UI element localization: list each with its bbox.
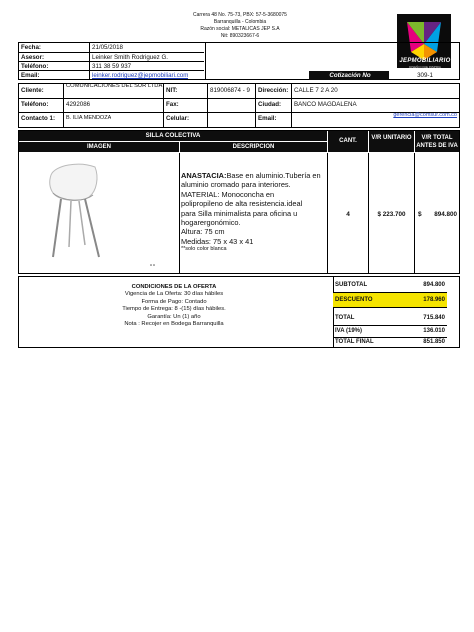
conditions-line5: Nota : Recojer en Bodega Barranquilla (124, 321, 224, 328)
item-line5: para Silla minimalista para oficina u (181, 208, 298, 218)
total-final-label: TOTAL FINAL (335, 339, 374, 345)
company-address: Carrera 48 No. 75-73, PBX: 57-5-3680075 (193, 12, 287, 18)
direccion-value: CALLE 7 2 A 20 (294, 87, 338, 94)
item-name: ANASTACIA: (181, 171, 227, 180)
col-vr-total: V/R TOTAL ANTES DE IVA (415, 131, 459, 152)
section-title: SILLA COLECTIVA (19, 131, 327, 141)
seller-block (18, 42, 460, 80)
item-total: 894.800 (434, 211, 457, 218)
total-final-value: 851.850 (423, 339, 445, 345)
total-final-row (333, 338, 447, 348)
client-block (18, 83, 460, 128)
client-telefono-value: 4292086 (66, 101, 91, 108)
ciudad-value: BANCO MAGDALENA (294, 101, 357, 108)
client-telefono-label: Teléfono: (21, 101, 49, 108)
descuento-value: 178.960 (423, 297, 445, 303)
col-vr-unitario: V/R UNITARIO (369, 131, 414, 152)
iva-row (333, 326, 447, 338)
product-table (18, 130, 460, 274)
company-nit: Nit: 890323667-6 (220, 33, 260, 39)
item-line8: Medidas: 75 x 43 x 41 (181, 236, 254, 246)
conditions (59, 284, 289, 328)
totals-panel (333, 278, 447, 348)
col-imagen: IMAGEN (19, 142, 179, 152)
logo-tagline: DISEÑO QUE INSPIRA (409, 65, 441, 69)
item-line6: hogarergonómico. (181, 218, 241, 228)
cotizacion-number: 309-1 (417, 72, 433, 79)
total-row (333, 311, 447, 326)
subtotal-label: SUBTOTAL (335, 282, 368, 288)
nit-label: NIT: (166, 87, 178, 94)
item-total-currency: $ (418, 211, 422, 218)
chair-image (39, 157, 159, 269)
item-note: **solo color blanca (181, 246, 227, 253)
asesor-label: Asesor: (21, 54, 45, 61)
company-business-name: Razón social: METALICAS JEP S.A (200, 26, 280, 32)
conditions-line3: Tiempo de Entrega: 8 -(15) días hábiles. (122, 306, 226, 313)
chair-picture-icon (39, 157, 159, 269)
total-label: TOTAL (335, 315, 355, 321)
contacto-label: Contacto 1: (21, 115, 56, 122)
fecha-label: Fecha: (21, 44, 41, 51)
item-description (181, 171, 326, 253)
item-line4: polipropileno de alta resistencia.ideal (181, 199, 303, 209)
item-unit-price: $ 223.700 (377, 211, 406, 218)
item-line2: aluminio cromado para interiores. (181, 180, 291, 190)
ciudad-label: Ciudad: (258, 101, 282, 108)
nit-value: 819006874 - 9 (210, 87, 250, 94)
descuento-label: DESCUENTO (335, 297, 373, 303)
item-line7: Altura: 75 cm (181, 227, 225, 237)
fecha-value: 21/05/2018 (92, 44, 123, 51)
cliente-label: Cliente: (21, 87, 44, 94)
client-email-label: Email: (258, 115, 277, 122)
logo-wordmark: JEPMOBILIARIO (399, 58, 451, 64)
conditions-line2: Forma de Pago: Contado (141, 298, 207, 305)
item-cant: 4 (346, 211, 350, 218)
item-line1: Base en aluminio.Tubería en (226, 171, 321, 180)
telefono-label: Teléfono: (21, 63, 49, 70)
cliente-value: COMUNICACIONES DEL SUR LTDA (66, 83, 163, 89)
iva-value: 136.010 (423, 328, 445, 334)
subtotal-value: 894.800 (423, 282, 445, 288)
col-cant: CANT. (328, 131, 368, 152)
fax-label: Fax: (166, 101, 179, 108)
direccion-label: Dirección: (258, 87, 289, 94)
celular-label: Celular: (166, 115, 190, 122)
company-city: Barranquilla - Colombia (213, 19, 267, 25)
client-email-link[interactable]: gerencia@comsur.com.co (393, 112, 457, 118)
subtotal-row (333, 278, 447, 293)
telefono-value: 311 38 59 937 (92, 63, 132, 70)
seller-email-link[interactable]: leinker.rodriguez@jepmobiliari.com (92, 72, 189, 79)
total-value: 715.840 (423, 315, 445, 321)
item-line3: MATERIAL: Monoconcha en (181, 189, 275, 199)
cotizacion-label: Cotización No (309, 71, 389, 80)
conditions-title: CONDICIONES DE LA OFERTA (131, 284, 217, 290)
conditions-line1: Vigencia de La Oferta: 30 días hábiles (124, 291, 224, 298)
descuento-row (333, 293, 447, 308)
email-label: Email: (21, 72, 40, 79)
asesor-value: Leinker Smith Rodriguez G. (92, 54, 169, 61)
conditions-line4: Garantía: Un (1) año (147, 313, 201, 320)
iva-label: IVA (19%) (335, 328, 363, 334)
col-descripcion: DESCRIPCION (180, 142, 327, 152)
contacto-value: B. ILIA MENDOZA (66, 115, 112, 121)
